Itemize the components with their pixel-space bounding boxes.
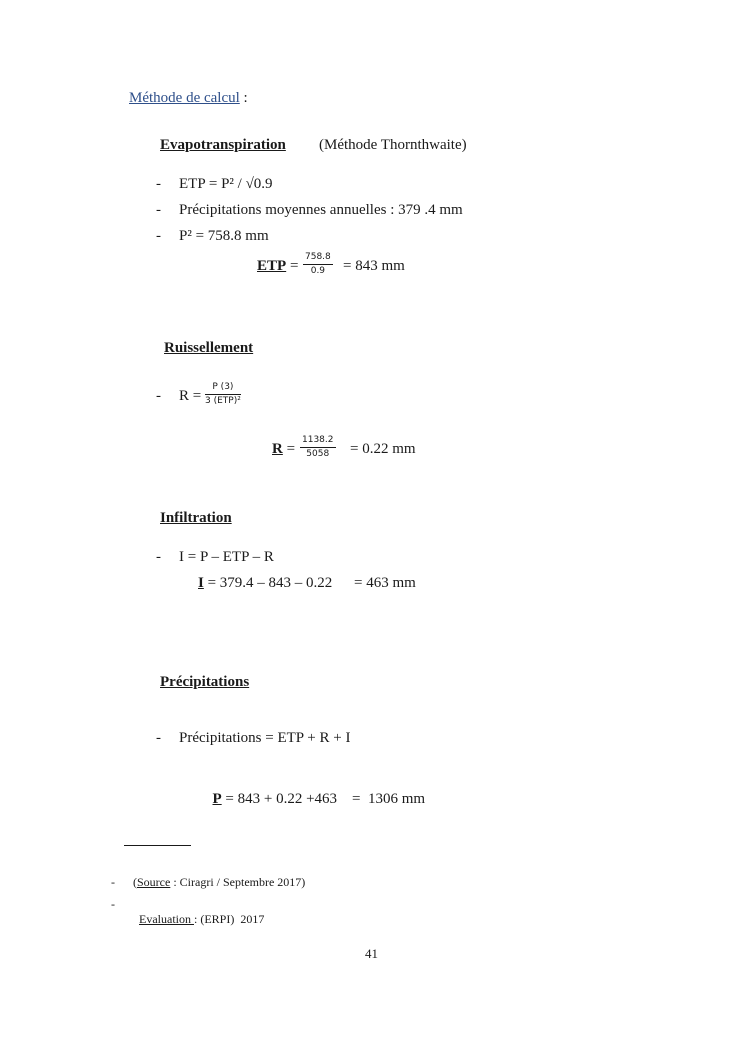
etp-fraction — [303, 252, 333, 277]
etp-fraction-numerator: 758.8 — [303, 252, 333, 265]
infiltration-title: Infiltration — [160, 510, 232, 526]
infiltration-result-expr: = 379.4 – 843 – 0.22 — [203, 575, 333, 591]
footnote-evaluation — [133, 897, 264, 927]
bullet-marker: - — [111, 897, 115, 911]
footnote-source-label: Source — [137, 875, 171, 889]
footnote-separator — [124, 845, 191, 846]
runoff-result-eq: = — [286, 441, 296, 457]
etp-result-value: = 843 mm — [343, 258, 405, 274]
runoff-result-fraction — [300, 435, 336, 460]
precip-bullet: Précipitations = ETP + R + I — [179, 730, 351, 746]
bullet-marker: - — [156, 730, 161, 746]
bullet-marker: - — [156, 176, 161, 192]
etp-result-eq: = — [289, 258, 299, 274]
footnote-source-prefix: ( — [133, 875, 137, 889]
runoff-formula-fraction — [205, 382, 241, 407]
heading-link[interactable]: Méthode de calcul — [129, 90, 240, 106]
runoff-result-numerator: 1138.2 — [300, 435, 336, 448]
runoff-title: Ruissellement — [164, 340, 254, 356]
runoff-result-denominator: 5058 — [306, 449, 330, 459]
etp-bullet-2: Précipitations moyennes annuelles : 379 .4 mm — [179, 202, 463, 218]
runoff-result-value: = 0.22 mm — [350, 441, 416, 457]
etp-fraction-denominator: 0.9 — [310, 266, 326, 276]
precip-result — [205, 772, 425, 808]
precip-result-expr: = 843 + 0.22 +463 = 1306 mm — [221, 791, 426, 807]
bullet-marker: - — [111, 875, 115, 889]
bullet-marker: - — [156, 202, 161, 218]
etp-bullet-1: ETP = P² / √0.9 — [179, 176, 273, 192]
etp-title: Evapotranspiration — [160, 137, 286, 153]
runoff-formula-lhs: R = — [179, 388, 202, 404]
heading-colon: : — [239, 90, 248, 106]
page-number: 41 — [365, 946, 378, 961]
runoff-result-label: R — [272, 441, 283, 457]
infiltration-result-value: = 463 mm — [354, 575, 416, 591]
infiltration-result — [198, 574, 332, 592]
bullet-marker: - — [156, 228, 161, 244]
precip-result-label: P — [212, 791, 222, 807]
runoff-formula-denominator: 3 (ETP)² — [205, 396, 241, 406]
runoff-result-lhs — [272, 440, 295, 458]
etp-method: (Méthode Thornthwaite) — [319, 137, 467, 153]
bullet-marker: - — [156, 549, 161, 565]
etp-bullet-3: P² = 758.8 mm — [179, 228, 269, 244]
infiltration-bullet: I = P – ETP – R — [179, 549, 274, 565]
runoff-formula-numerator: P (3) — [205, 382, 241, 395]
section-heading — [129, 89, 248, 107]
footnote-evaluation-label: Evaluation — [139, 912, 194, 926]
etp-result-label: ETP — [257, 258, 287, 274]
footnote-source — [133, 875, 305, 890]
footnote-source-text: : Ciragri / Septembre 2017) — [170, 875, 306, 889]
infiltration-result-label: I — [198, 575, 204, 591]
footnote-evaluation-text: : (ERPI) 2017 — [193, 912, 265, 926]
precip-title: Précipitations — [160, 674, 250, 690]
bullet-marker: - — [156, 388, 161, 404]
etp-result-lhs — [257, 257, 298, 275]
